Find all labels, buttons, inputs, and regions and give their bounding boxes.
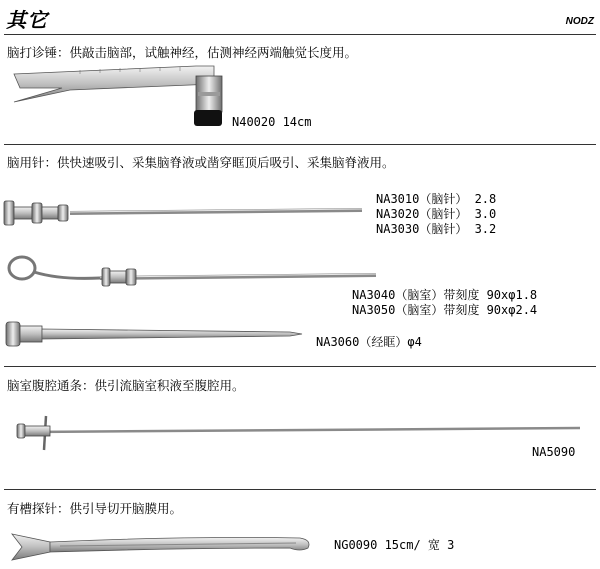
section-1-description: 脑打诊锤：供敲击脑部，试触神经，估测神经两端触觉长度用。 bbox=[7, 45, 358, 60]
reflex-hammer-illustration bbox=[0, 62, 260, 134]
page-title: 其它 bbox=[6, 8, 48, 32]
orbital-needle-illustration bbox=[0, 318, 310, 352]
header-rule bbox=[4, 34, 596, 35]
brand-logo: NODZ bbox=[565, 16, 594, 27]
product-code: NA3020（脑针） 3.0 bbox=[376, 207, 497, 221]
product-code: N40020 14cm bbox=[232, 115, 312, 129]
ventricle-needle-illustration bbox=[0, 254, 380, 290]
section-rule bbox=[4, 366, 596, 367]
product-code: NG0090 15cm/ 宽 3 bbox=[334, 538, 455, 552]
product-code: NA3010（脑针） 2.8 bbox=[376, 192, 497, 206]
section-rule bbox=[4, 489, 596, 490]
page-header bbox=[0, 0, 600, 34]
product-code: NA3040（脑室）带刻度 90xφ1.8 bbox=[352, 288, 538, 302]
product-code: NA3050（脑室）带刻度 90xφ2.4 bbox=[352, 303, 538, 317]
shunt-passer-illustration bbox=[0, 410, 590, 456]
section-4-description: 有槽探针：供引导切开脑膜用。 bbox=[7, 501, 183, 516]
product-code: NA3030（脑针） 3.2 bbox=[376, 222, 497, 236]
section-rule bbox=[4, 144, 596, 145]
section-3-description: 脑室腹腔通条：供引流脑室积液至腹腔用。 bbox=[7, 378, 245, 393]
section-2-description: 脑用针：供快速吸引、采集脑脊液或凿穿眶顶后吸引、采集脑脊液用。 bbox=[7, 155, 395, 170]
brain-needle-illustration bbox=[0, 195, 370, 231]
product-code: NA5090 bbox=[532, 445, 576, 459]
product-code: NA3060（经眶）φ4 bbox=[316, 335, 422, 349]
grooved-director-illustration bbox=[0, 526, 320, 566]
